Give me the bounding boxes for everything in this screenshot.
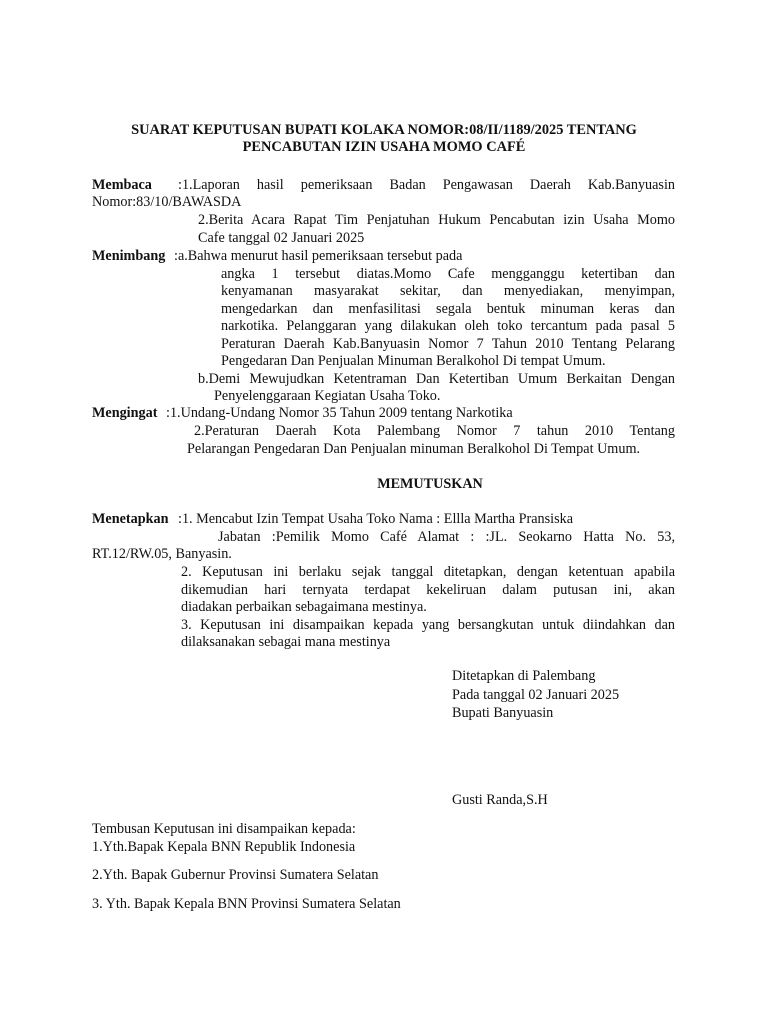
menetapkan-item-3-line: dilaksanakan sebagai mana mestinya <box>181 634 391 650</box>
signature-date: Pada tanggal 02 Januari 2025 <box>452 687 620 703</box>
memutuskan-heading: MEMUTUSKAN <box>377 476 483 492</box>
tembusan-heading: Tembusan Keputusan ini disampaikan kepada: <box>92 821 356 837</box>
menimbang-a-line-1: :a.Bahwa menurut hasil pemeriksaan tersebut pada <box>174 248 463 264</box>
mengingat-label: Mengingat <box>92 405 158 421</box>
tembusan-item: 2.Yth. Bapak Gubernur Provinsi Sumatera Selatan <box>92 867 379 883</box>
menimbang-a-line: angka 1 tersebut diatas.Momo Cafe mengganggu ketertiban dan <box>221 266 675 282</box>
menetapkan-item-3-line: 3. Keputusan ini disampaikan kepada yang bersangkutan untuk diindahkan dan <box>181 617 675 633</box>
tembusan-item: 1.Yth.Bapak Kepala BNN Republik Indonesia <box>92 839 356 855</box>
mengingat-item-2-line-2: Pelarangan Pengedaran Dan Penjualan minuman Beralkohol Di Tempat Umum. <box>187 441 641 457</box>
menetapkan-item-1-line-1: :1. Mencabut Izin Tempat Usaha Toko Nama : Ellla Martha Pransiska <box>178 511 574 527</box>
membaca-item-1-line-1: :1.Laporan hasil pemeriksaan Badan Pengawasan Daerah Kab.Banyuasin <box>178 177 675 193</box>
menetapkan-item-2-line: 2. Keputusan ini berlaku sejak tanggal ditetapkan, dengan ketentuan apabila <box>181 564 675 580</box>
menimbang-a-line: Pengedaran Dan Penjualan Minuman Beralkohol Di tempat Umum. <box>221 353 606 369</box>
membaca-item-2-line-1: 2.Berita Acara Rapat Tim Penjatuhan Hukum Pencabutan izin Usaha Momo <box>198 212 675 228</box>
mengingat-item-2-line-1: 2.Peraturan Daerah Kota Palembang Nomor 7 tahun 2010 Tentang <box>194 423 675 439</box>
menimbang-label: Menimbang <box>92 248 166 264</box>
menimbang-a-line: mengedarkan dan menfasilitasi segala bentuk minuman keras dan <box>221 301 675 317</box>
document-title-line-2: PENCABUTAN IZIN USAHA MOMO CAFÉ <box>242 139 526 155</box>
signature-name: Gusti Randa,S.H <box>452 792 548 808</box>
menetapkan-item-1-line-2: Jabatan :Pemilik Momo Café Alamat : :JL. Seokarno Hatta No. 53, <box>218 529 675 545</box>
menimbang-a-line: narkotika. Pelanggaran yang dilakukan oleh toko tercantum pada pasal 5 <box>221 318 675 334</box>
document-title-line-1: SUARAT KEPUTUSAN BUPATI KOLAKA NOMOR:08/II/1189/2025 TENTANG <box>131 122 637 138</box>
menimbang-a-line: Peraturan Daerah Kab.Banyuasin Nomor 7 Tahun 2010 Tentang Pelarang <box>221 336 675 352</box>
menetapkan-label: Menetapkan <box>92 511 169 527</box>
menimbang-b-line-2: Penyelenggaraan Kegiatan Usaha Toko. <box>214 388 441 404</box>
menetapkan-item-2-line: dikemudian hari ternyata terdapat kekeliruan dalam putusan ini, akan <box>181 582 675 598</box>
menetapkan-item-2-line: diadakan perbaikan sebagaimana mestinya. <box>181 599 427 615</box>
tembusan-item: 3. Yth. Bapak Kepala BNN Provinsi Sumatera Selatan <box>92 896 401 912</box>
menimbang-a-line: kenyamanan masyarakat sekitar, dan menyediakan, menyimpan, <box>221 283 675 299</box>
membaca-item-1-line-2: Nomor:83/10/BAWASDA <box>92 194 242 210</box>
mengingat-item-1: :1.Undang-Undang Nomor 35 Tahun 2009 tentang Narkotika <box>166 405 513 421</box>
signature-office: Bupati Banyuasin <box>452 705 554 721</box>
membaca-item-2-line-2: Cafe tanggal 02 Januari 2025 <box>198 230 365 246</box>
signature-place: Ditetapkan di Palembang <box>452 668 596 684</box>
menetapkan-item-1-line-3: RT.12/RW.05, Banyasin. <box>92 546 232 562</box>
membaca-label: Membaca <box>92 177 152 193</box>
menimbang-b-line-1: b.Demi Mewujudkan Ketentraman Dan Ketertiban Umum Berkaitan Dengan <box>198 371 675 387</box>
